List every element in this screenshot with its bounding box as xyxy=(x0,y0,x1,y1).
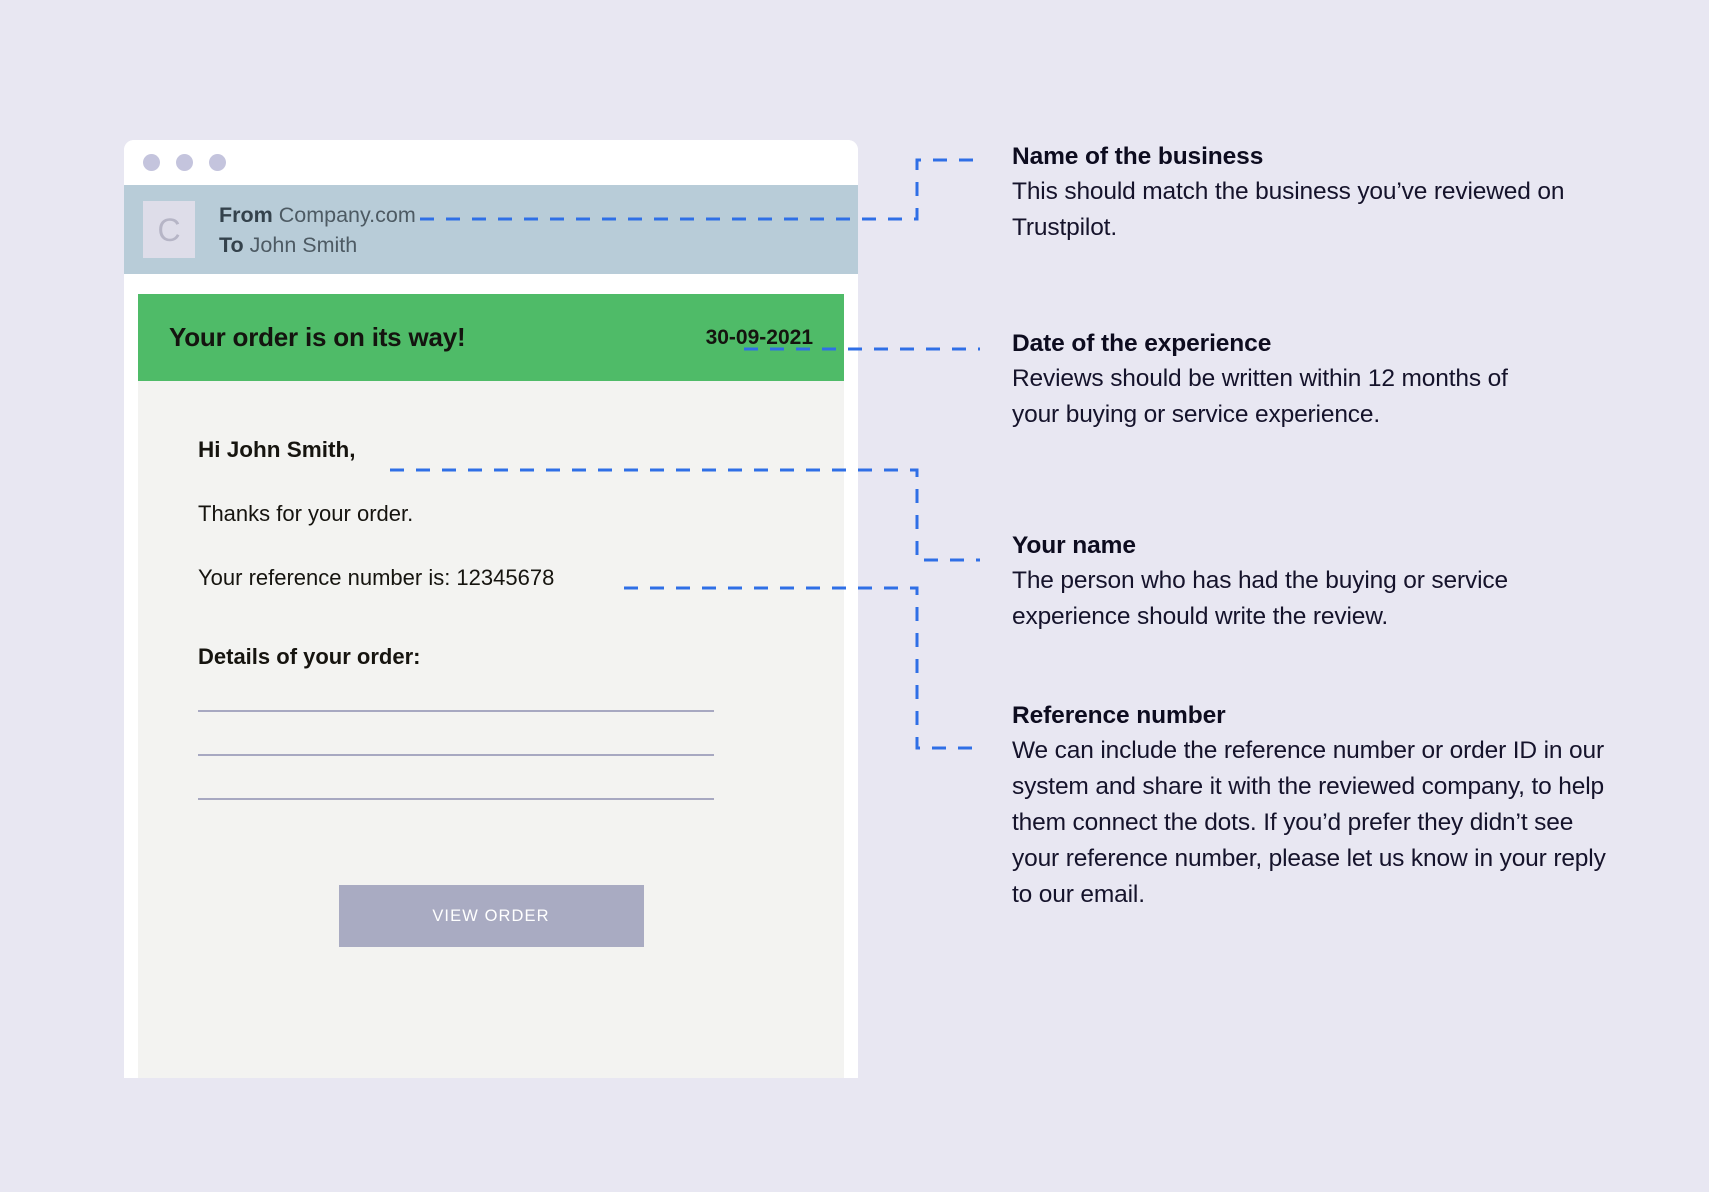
email-body-wrapper xyxy=(124,274,858,1078)
order-detail-placeholder-line xyxy=(198,754,714,756)
email-header xyxy=(124,185,858,274)
annotation-date-title: Date of the experience xyxy=(1012,330,1272,357)
email-body xyxy=(138,294,844,1078)
reference-number-text: Your reference number is: 12345678 xyxy=(198,565,555,590)
email-content xyxy=(138,381,844,947)
email-to-row xyxy=(219,230,416,260)
annotation-date-text: Reviews should be written within 12 months of your buying or service experience. xyxy=(1012,365,1508,428)
view-order-button[interactable]: VIEW ORDER xyxy=(339,885,644,947)
email-to-value: John Smith xyxy=(249,232,358,257)
window-titlebar xyxy=(124,140,858,185)
banner-date: 30-09-2021 xyxy=(705,325,813,349)
greeting-text: Hi John Smith, xyxy=(198,437,356,462)
cta-row xyxy=(198,800,784,947)
annotation-business-text: This should match the business you’ve reviewed on Trustpilot. xyxy=(1012,178,1565,241)
thanks-text: Thanks for your order. xyxy=(198,501,414,526)
annotation-reference-number-title: Reference number xyxy=(1012,702,1226,729)
banner-title: Your order is on its way! xyxy=(169,322,466,352)
order-status-banner xyxy=(138,294,844,381)
annotation-business xyxy=(1012,143,1572,246)
annotation-your-name-text: The person who has had the buying or service experience should write the review. xyxy=(1012,567,1508,630)
email-from-value: Company.com xyxy=(278,202,416,227)
annotation-your-name xyxy=(1012,532,1612,635)
email-from-label: From xyxy=(219,202,273,227)
window-dot-maximize-icon[interactable] xyxy=(209,154,226,171)
email-to-label: To xyxy=(219,232,244,257)
annotation-business-title: Name of the business xyxy=(1012,143,1264,170)
email-from-row xyxy=(219,200,416,230)
email-header-lines xyxy=(219,200,416,260)
email-mockup-window xyxy=(124,140,858,1078)
avatar: C xyxy=(143,201,195,258)
annotation-reference-number xyxy=(1012,702,1612,913)
annotation-reference-number-text: We can include the reference number or order ID in our system and share it with the reviewed company, to help them connect the dots. If you’d prefer they didn’t see your reference number, please let us know in your reply to our email. xyxy=(1012,737,1606,908)
annotation-date xyxy=(1012,330,1522,433)
window-dot-minimize-icon[interactable] xyxy=(176,154,193,171)
window-dot-close-icon[interactable] xyxy=(143,154,160,171)
annotation-your-name-title: Your name xyxy=(1012,532,1136,559)
order-detail-placeholder-line xyxy=(198,710,714,712)
order-details-label: Details of your order: xyxy=(198,644,421,669)
